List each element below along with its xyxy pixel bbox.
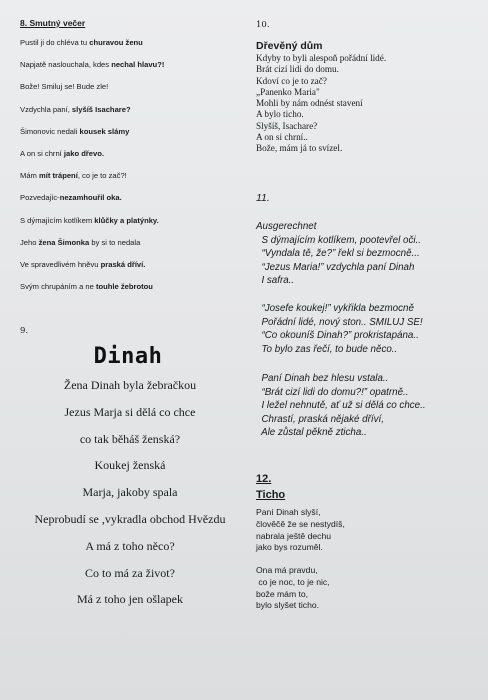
section-11-stanza (256, 372, 481, 440)
poem-line: A on si chrní.. (256, 132, 308, 143)
bold-phrase: žena Šimonka (38, 237, 90, 247)
bold-phrase: kousek slámy (79, 126, 130, 136)
poem-line: Pořádní lidé, nový ston.. SMILUJ SE! (256, 316, 423, 328)
poem-line: To bylo zas řečí, to bude něco.. (256, 343, 398, 355)
poem-line (20, 238, 245, 260)
section-11-stanza (256, 302, 481, 356)
line-text: Napjatě naslouchala, kdes (20, 60, 112, 70)
poem-line: “Co okouníš Dinah?” prokristapána.. (256, 330, 419, 342)
poem-line: Jezus Marja si dělá co chce (64, 404, 196, 419)
poem-line: “Brát cizí lidi do domu?!” opatrně.. (256, 386, 409, 398)
line-text: Bože! Smiluj se! Bude zle! (20, 82, 109, 92)
bold-phrase: nezamhouřil oka. (59, 193, 122, 203)
section-11-stanza (256, 220, 481, 288)
section-12-stanza (256, 565, 476, 612)
poem-line: “Jezus Maria!” vzdychla paní Dinah (256, 261, 415, 273)
section-10-title: Dřevěný dům (256, 40, 323, 52)
bold-phrase: nechal hlavu?! (111, 60, 165, 70)
poem-line: Ona má pravdu, (256, 565, 318, 575)
bold-phrase: praská dříví. (100, 259, 146, 269)
poem-line: Paní Dinah slyší, (256, 507, 321, 517)
line-text: , co je to zač?! (77, 171, 127, 181)
poem-line: Co to má za život? (85, 565, 175, 580)
section-10-number: 10. (256, 20, 270, 30)
line-text: S dýmajícím kotlíkem (20, 215, 95, 225)
poem-line: Koukej ženská (94, 458, 166, 473)
section-8-lines (20, 38, 245, 304)
section-9-lines (10, 378, 250, 619)
poem-line: bože mám to, (256, 588, 309, 599)
poem-line: jako bys rozuměl. (256, 542, 323, 553)
section-12-title: Ticho (256, 489, 286, 501)
bold-phrase: touhle žebrotou (95, 282, 153, 292)
line-text: Pustil ji do chléva tu (20, 38, 90, 47)
poem-line: S dýmajícím kotlíkem, pootevřel oči.. (256, 234, 421, 246)
poem-line: Neprobudí se ,vykradla obchod Hvězdu (34, 511, 226, 526)
poem-line (20, 82, 245, 104)
section-11-number: 11. (256, 192, 270, 204)
poem-line: co tak běháš ženská? (79, 431, 181, 446)
poem-line: “Josefe koukej!” vykřikla bezmocně (256, 303, 414, 314)
line-text: Vzdychla paní, (20, 104, 72, 114)
bold-phrase: mít trápení (38, 171, 78, 181)
bold-phrase: klůčky a platýnky. (94, 215, 159, 225)
line-text: Jeho (20, 237, 39, 247)
poem-line: co je noc, to je nic, (256, 576, 330, 587)
bold-phrase: churavou ženu (89, 38, 143, 47)
poem-line (20, 149, 245, 171)
section-12-stanza (256, 507, 476, 554)
poem-line: I safra.. (256, 275, 295, 287)
poem-line: Má z toho jen ošlapek (77, 592, 183, 607)
bold-phrase: jako dřevo. (63, 148, 104, 158)
poem-line: Ale zůstal pěkně zticha.. (256, 427, 367, 439)
line-text: Svým chrupáním a ne (20, 282, 96, 292)
line-text: Ve spravedlivém hněvu (20, 259, 101, 269)
poem-line: Chrastí, praská nějaké dříví, (256, 413, 384, 425)
poem-line (20, 38, 245, 60)
poem-line: Žena Dinah byla žebračkou (63, 378, 197, 392)
line-text: A on si chrní (20, 148, 64, 158)
poem-line: A má z toho něco? (85, 538, 175, 553)
poem-line (20, 282, 245, 304)
section-10-lines (256, 53, 476, 155)
section-12-number: 12. (256, 473, 272, 485)
section-9-title: Dinah (93, 344, 163, 369)
section-8 (20, 18, 245, 304)
poem-line (20, 171, 245, 193)
line-text: Mám (20, 171, 39, 181)
poem-line: I ležel nehnutě, ať už si dělá co chce.. (256, 400, 426, 412)
poem-line (20, 193, 245, 215)
section-9-number: 9. (20, 326, 29, 336)
poem-line (20, 105, 245, 127)
poem-line: bylo slyšet ticho. (256, 600, 320, 611)
poem-line: Mohli by nám odnést stavení (256, 98, 363, 109)
poem-line: nabrala ještě dechu (256, 530, 332, 541)
poem-line (20, 60, 245, 82)
line-text: by si to nedala (89, 237, 141, 247)
poem-line: Slyšíš, Isachare? (256, 120, 318, 131)
poem-line: Marja, jakoby spala (82, 485, 178, 500)
poem-line: Ausgerechnet (256, 221, 317, 232)
poem-line: A bylo ticho. (256, 109, 304, 120)
poem-line: Bože, mám já to svízel. (256, 143, 343, 154)
line-text: Šimonovic nedali (20, 126, 80, 136)
section-10 (256, 20, 476, 155)
poem-line: „Panenko Maria" (256, 86, 320, 97)
line-text: Pozvedajíc- (20, 193, 60, 203)
poem-line: Brát cizí lidi do domu. (256, 64, 339, 75)
poem-line (20, 260, 245, 282)
poem-line (20, 127, 245, 149)
poem-line (20, 216, 245, 238)
poem-line: člověčě že se nestydíš, (256, 518, 345, 529)
poem-line: Kdyby to byli alespoň pořádní lidé. (256, 53, 387, 63)
poem-line: Paní Dinah bez hlesu vstala.. (256, 373, 389, 384)
poem-line: “Vyndala tě, že?” řekl si bezmocně... (256, 248, 420, 260)
bold-phrase: slyšíš Isachare? (71, 104, 131, 114)
section-8-title: 8. Smutný večer (20, 18, 86, 28)
poem-line: Kdoví co je to zač? (256, 75, 327, 86)
